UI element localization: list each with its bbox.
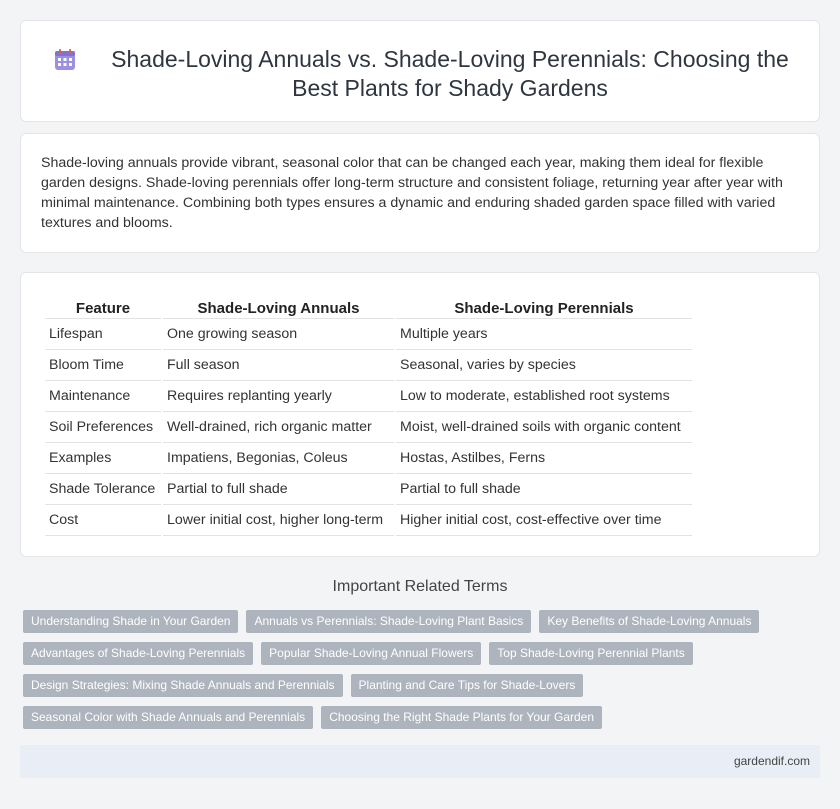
footer-site-link[interactable]: gardendif.com <box>733 754 810 768</box>
table-row <box>45 319 692 350</box>
summary-text: Shade-loving annuals provide vibrant, seasonal color that can be changed each year, making them ideal for flexible garden designs. Shade-loving perennials offer long-term structure and consistent foliage, returning year after year with minimal maintenance. Combining both types ensures a dynamic and enduring shaded garden space filled with varied textures and blooms. <box>41 155 783 231</box>
related-term-link[interactable]: Planting and Care Tips for Shade-Lovers <box>351 674 584 697</box>
footer <box>20 745 820 778</box>
related-term-link[interactable]: Design Strategies: Mixing Shade Annuals and Perennials <box>23 674 343 697</box>
tag-row <box>23 610 823 633</box>
title-card <box>20 20 820 122</box>
page-title: Shade-Loving Annuals vs. Shade-Loving Perennials: Choosing the Best Plants for Shady Gardens <box>111 46 789 101</box>
related-term-link[interactable]: Choosing the Right Shade Plants for Your Garden <box>321 706 602 729</box>
cell-feature: Examples <box>45 443 161 474</box>
cell-feature: Shade Tolerance <box>45 474 161 505</box>
related-terms-title: Important Related Terms <box>332 578 508 595</box>
related-term-link[interactable]: Advantages of Shade-Loving Perennials <box>23 642 253 665</box>
related-term-link[interactable]: Popular Shade-Loving Annual Flowers <box>261 642 481 665</box>
related-term-link[interactable]: Key Benefits of Shade-Loving Annuals <box>539 610 759 633</box>
cell-feature: Lifespan <box>45 319 161 350</box>
table-row <box>45 474 692 505</box>
related-terms-list <box>23 610 823 738</box>
cell-perennials: Higher initial cost, cost-effective over time <box>396 505 692 536</box>
cell-perennials: Multiple years <box>396 319 692 350</box>
header-annuals: Shade-Loving Annuals <box>163 296 394 319</box>
header-feature: Feature <box>45 296 161 319</box>
cell-feature: Cost <box>45 505 161 536</box>
tag-row <box>23 642 823 665</box>
cell-annuals: Impatiens, Begonias, Coleus <box>163 443 394 474</box>
table-row <box>45 443 692 474</box>
comparison-table <box>43 296 694 536</box>
cell-perennials: Partial to full shade <box>396 474 692 505</box>
cell-annuals: Requires replanting yearly <box>163 381 394 412</box>
table-row <box>45 381 692 412</box>
cell-feature: Bloom Time <box>45 350 161 381</box>
cell-perennials: Moist, well-drained soils with organic content <box>396 412 692 443</box>
table-row <box>45 350 692 381</box>
cell-feature: Maintenance <box>45 381 161 412</box>
table-header-row <box>45 296 692 319</box>
cell-feature: Soil Preferences <box>45 412 161 443</box>
tag-row <box>23 706 823 729</box>
cell-perennials: Low to moderate, established root systems <box>396 381 692 412</box>
related-term-link[interactable]: Seasonal Color with Shade Annuals and Perennials <box>23 706 313 729</box>
cell-annuals: Well-drained, rich organic matter <box>163 412 394 443</box>
summary-card <box>20 133 820 253</box>
table-row <box>45 412 692 443</box>
cell-annuals: One growing season <box>163 319 394 350</box>
tag-row <box>23 674 823 697</box>
related-term-link[interactable]: Annuals vs Perennials: Shade-Loving Plant Basics <box>246 610 531 633</box>
cell-annuals: Full season <box>163 350 394 381</box>
related-term-link[interactable]: Top Shade-Loving Perennial Plants <box>489 642 692 665</box>
related-term-link[interactable]: Understanding Shade in Your Garden <box>23 610 238 633</box>
cell-perennials: Hostas, Astilbes, Ferns <box>396 443 692 474</box>
header-perennials: Shade-Loving Perennials <box>396 296 692 319</box>
cell-perennials: Seasonal, varies by species <box>396 350 692 381</box>
table-row <box>45 505 692 536</box>
comparison-card <box>20 272 820 557</box>
cell-annuals: Partial to full shade <box>163 474 394 505</box>
cell-annuals: Lower initial cost, higher long-term <box>163 505 394 536</box>
